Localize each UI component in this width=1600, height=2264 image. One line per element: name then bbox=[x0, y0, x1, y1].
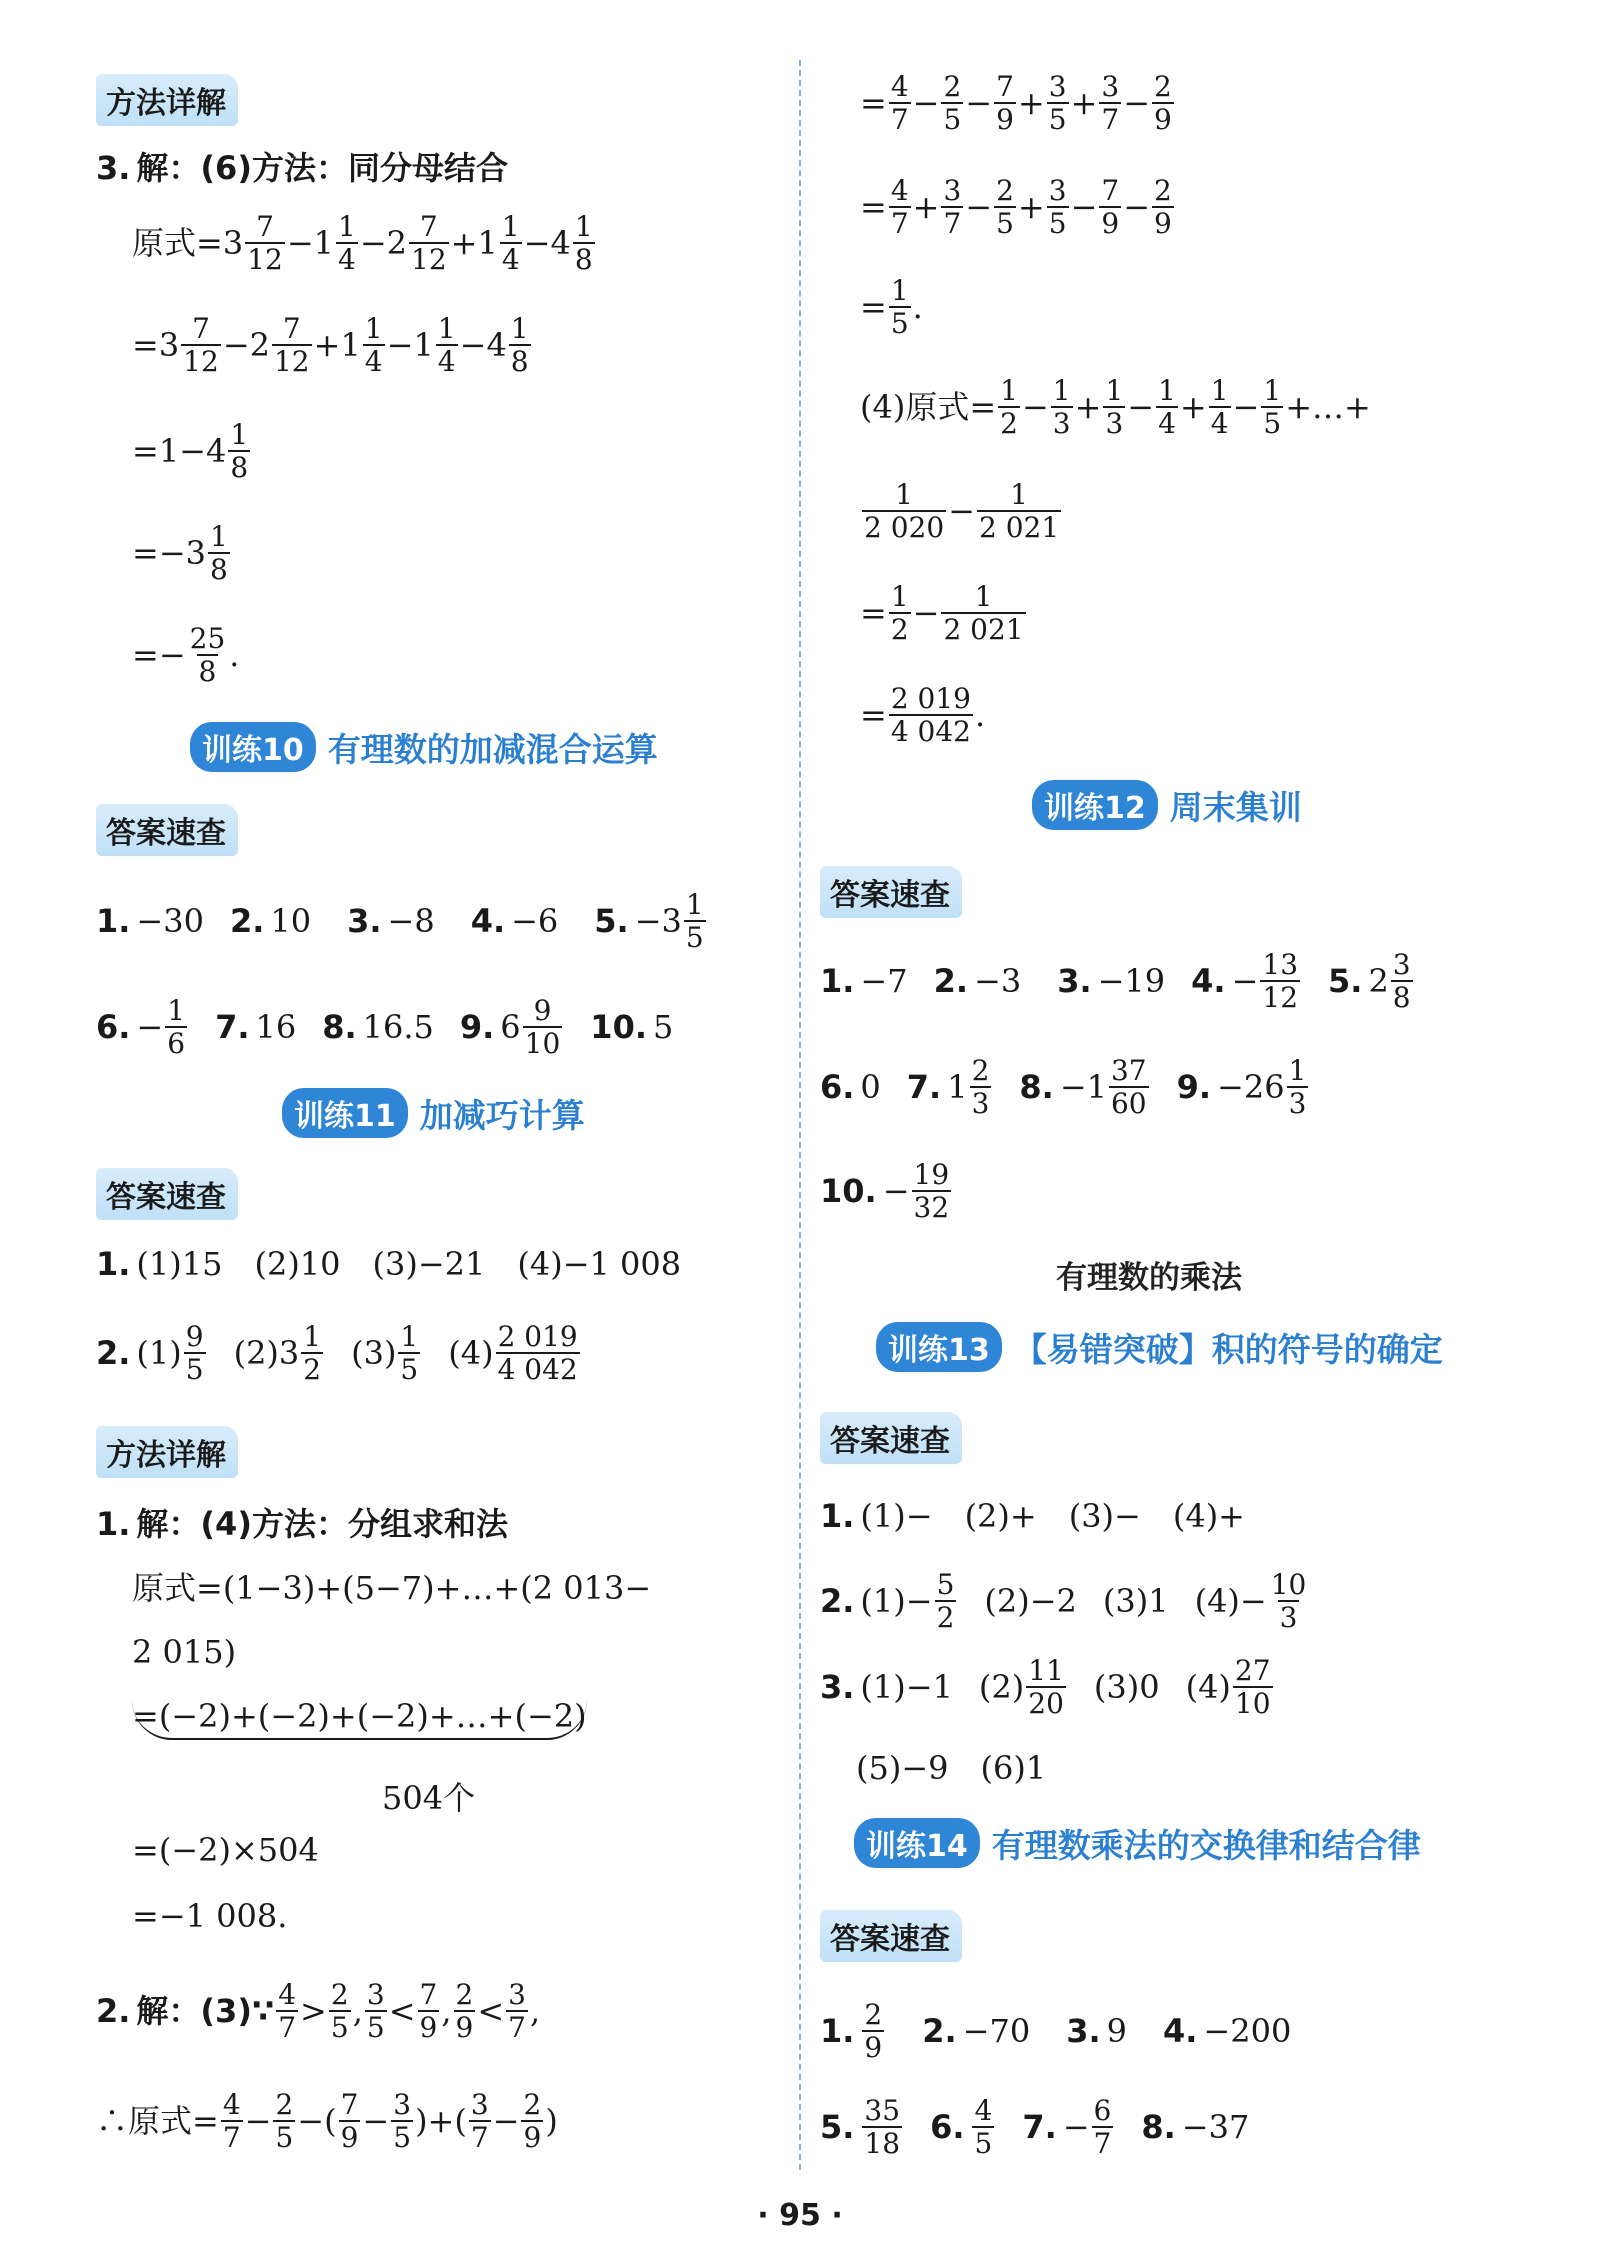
fraction: $\frac{1}{4}$ bbox=[338, 210, 356, 277]
t13-answers-row-4: (5)−9 (6)1 bbox=[856, 1749, 1047, 1787]
fraction: $\frac{19}{32}$ bbox=[913, 1158, 950, 1225]
fraction: $\frac{1}{8}$ bbox=[574, 210, 593, 277]
s1-line-5: =− $\frac{25}{8}$ . bbox=[132, 622, 240, 689]
fraction: $\frac{7}{12}$ bbox=[273, 312, 310, 379]
t12-answers-row-1: 1. −7 2. −3 3. −19 4. − $\frac{13}{12}$ 5. 2 $\frac{3}{8}$ bbox=[820, 948, 1411, 1015]
fraction: $\frac{3}{5}$ bbox=[366, 1978, 385, 2045]
answer-check-label: 答案速查 bbox=[820, 1412, 962, 1464]
training-11-pill: 训练11 bbox=[282, 1088, 408, 1138]
fraction: $\frac{1}{3}$ bbox=[1105, 374, 1124, 441]
r-line-4: (4)原式= $\frac{1}{2}$ − $\frac{1}{3}$ + $\frac{1}{3}$ − $\frac{1}{4}$ + $\frac{1}{4}$ − $\frac{1}{5}$ +…+ bbox=[860, 374, 1371, 441]
fraction: $\frac{35}{18}$ bbox=[864, 2094, 901, 2161]
fraction: $\frac{7}{12}$ bbox=[247, 210, 283, 277]
s2-title: 1. 解：(4)方法：分组求和法 bbox=[96, 1505, 508, 1543]
fraction: $\frac{7}{9}$ bbox=[419, 1978, 438, 2045]
fraction: $\frac{7}{9}$ bbox=[1101, 174, 1120, 241]
t13-answers-row-1: 1. (1)− (2)+ (3)− (4)+ bbox=[820, 1497, 1245, 1535]
fraction: $\frac{4}{7}$ bbox=[278, 1978, 297, 2045]
fraction: $\frac{3}{7}$ bbox=[470, 2088, 489, 2155]
t10-answers-row-2: 6. − $\frac{1}{6}$ 7. 16 8. 16.5 9. 6 $\frac{9}{10}$ 10. 5 bbox=[96, 994, 674, 1061]
s2-line-1: 原式=(1−3)+(5−7)+…+(2 013− bbox=[132, 1569, 652, 1607]
s2-line-4: =(−2)×504 bbox=[132, 1831, 319, 1869]
fraction: $\frac{1}{4}$ bbox=[364, 312, 383, 379]
training-12-pill: 训练12 bbox=[1032, 780, 1158, 830]
t14-answers-row-1: 1. $\frac{2}{9}$ 2. −70 3. 9 4. −200 bbox=[820, 1998, 1292, 2065]
fraction: $\frac{2}{9}$ bbox=[1154, 70, 1172, 137]
fraction: $\frac{1}{5}$ bbox=[400, 1320, 419, 1387]
fraction: $\frac{3}{7}$ bbox=[508, 1978, 526, 2045]
answer-check-label: 答案速查 bbox=[820, 1910, 962, 1962]
fraction: $\frac{1}{5}$ bbox=[1263, 374, 1282, 441]
fraction: $\frac{3}{5}$ bbox=[1048, 70, 1067, 137]
t11-answers-row-1: 1. (1)15 (2)10 (3)−21 (4)−1 008 bbox=[96, 1245, 682, 1283]
s2-line-5: =−1 008. bbox=[132, 1897, 288, 1935]
s1-line-2: =3 $\frac{7}{12}$ −2 $\frac{7}{12}$ +1 $\frac{1}{4}$ −1 $\frac{1}{4}$ −4 $\frac{1}{8}$ bbox=[132, 312, 529, 379]
training-11-heading: 训练11 加减巧计算 bbox=[282, 1088, 585, 1138]
t10-answers-row-1: 1. −30 2. 10 3. −8 4. −6 5. −3 $\frac{1}{5}$ bbox=[96, 888, 704, 955]
fraction: $\frac{1}{3}$ bbox=[1288, 1054, 1307, 1121]
column-divider bbox=[799, 60, 801, 2170]
fraction: $\frac{11}{20}$ bbox=[1028, 1654, 1064, 1721]
t13-answers-row-3: 3. (1)−1 (2) $\frac{11}{20}$ (3)0 (4) $\frac{27}{10}$ bbox=[820, 1654, 1271, 1721]
fraction: $\frac{1}{2 021}$ bbox=[943, 580, 1024, 647]
fraction: $\frac{6}{7}$ bbox=[1093, 2094, 1112, 2161]
training-10-heading: 训练10 有理数的加减混合运算 bbox=[190, 722, 658, 772]
s2-line-2: 2 015) bbox=[132, 1633, 237, 1671]
fraction: $\frac{1}{4}$ bbox=[1210, 374, 1229, 441]
t13-answers-row-2: 2. (1)− $\frac{5}{2}$ (2)−2 (3)1 (4)− $\frac{10}{3}$ bbox=[820, 1568, 1307, 1635]
fraction: $\frac{1}{4}$ bbox=[501, 210, 520, 277]
training-13-heading: 训练13 【易错突破】积的符号的确定 bbox=[876, 1322, 1443, 1372]
fraction: $\frac{2}{5}$ bbox=[943, 70, 962, 137]
fraction: $\frac{7}{12}$ bbox=[411, 210, 447, 277]
method-detail-label: 方法详解 bbox=[96, 1426, 238, 1478]
fraction: $\frac{2}{5}$ bbox=[275, 2088, 294, 2155]
fraction: $\frac{3}{8}$ bbox=[1392, 948, 1411, 1015]
page-number: · 95 · bbox=[757, 2198, 843, 2233]
fraction: $\frac{13}{12}$ bbox=[1262, 948, 1299, 1015]
s2-q2-line-2: ∴原式= $\frac{4}{7}$ − $\frac{2}{5}$ −( $\frac{7}{9}$ − $\frac{3}{5}$ )+( $\frac{3}{7}$ − $\frac{2}{9}$ ) bbox=[96, 2088, 558, 2155]
s2-brace-note: 504个 bbox=[382, 1779, 476, 1817]
s2-q2-line-1: 2. 解：(3)∵ $\frac{4}{7}$ > $\frac{2}{5}$ , $\frac{3}{5}$ < $\frac{7}{9}$ , $\frac{2}{9}$ < $\frac{3}{7}$ , bbox=[96, 1978, 541, 2045]
training-14-pill: 训练14 bbox=[854, 1818, 980, 1868]
fraction: $\frac{1}{4}$ bbox=[437, 312, 456, 379]
fraction: $\frac{1}{5}$ bbox=[685, 888, 704, 955]
training-12-heading: 训练12 周末集训 bbox=[1032, 780, 1302, 830]
chapter-heading: 有理数的乘法 bbox=[1056, 1260, 1242, 1296]
fraction: $\frac{1}{8}$ bbox=[230, 418, 249, 485]
s1-line-1: 原式=3 $\frac{7}{12}$ −1 $\frac{1}{4}$ −2 $\frac{7}{12}$ +1 $\frac{1}{4}$ −4 $\frac{1}{8}$ bbox=[132, 210, 593, 277]
t12-answers-row-3: 10. − $\frac{19}{32}$ bbox=[820, 1158, 950, 1225]
r-line-5: $\frac{1}{2 020}$ − $\frac{1}{2 021}$ bbox=[864, 478, 1060, 545]
answer-check-label: 答案速查 bbox=[96, 804, 238, 856]
fraction: $\frac{1}{5}$ bbox=[890, 274, 909, 341]
r-line-3: = $\frac{1}{5}$ . bbox=[860, 274, 923, 341]
fraction: $\frac{2}{3}$ bbox=[971, 1054, 990, 1121]
fraction: $\frac{9}{10}$ bbox=[524, 994, 561, 1061]
fraction: $\frac{2}{9}$ bbox=[864, 1998, 883, 2065]
fraction: $\frac{1}{2}$ bbox=[1000, 374, 1018, 441]
fraction: $\frac{2}{9}$ bbox=[455, 1978, 474, 2045]
training-13-pill: 训练13 bbox=[876, 1322, 1002, 1372]
s1-line-3: =1−4 $\frac{1}{8}$ bbox=[132, 418, 249, 485]
fraction: $\frac{1}{3}$ bbox=[1052, 374, 1071, 441]
fraction: $\frac{2}{9}$ bbox=[1154, 174, 1172, 241]
t12-answers-row-2: 6. 0 7. 1 $\frac{2}{3}$ 8. −1 $\frac{37}{60}$ 9. −26 $\frac{1}{3}$ bbox=[820, 1054, 1307, 1121]
fraction: $\frac{25}{8}$ bbox=[189, 622, 226, 689]
s2-line-3: =(−2)+(−2)+(−2)+…+(−2) bbox=[132, 1700, 587, 1740]
method-detail-label: 方法详解 bbox=[96, 74, 238, 126]
r-line-1: = $\frac{4}{7}$ − $\frac{2}{5}$ − $\frac{7}{9}$ + $\frac{3}{5}$ + $\frac{3}{7}$ − $\frac{2}{9}$ bbox=[860, 70, 1172, 137]
fraction: $\frac{2}{9}$ bbox=[523, 2088, 542, 2155]
fraction: $\frac{1}{2}$ bbox=[303, 1320, 322, 1387]
r-line-2: = $\frac{4}{7}$ + $\frac{3}{7}$ − $\frac{2}{5}$ + $\frac{3}{5}$ − $\frac{7}{9}$ − $\frac{2}{9}$ bbox=[860, 174, 1172, 241]
fraction: $\frac{2 019}{4 042}$ bbox=[497, 1320, 578, 1387]
t11-answers-row-2: 2. (1) $\frac{9}{5}$ (2)3 $\frac{1}{2}$ (3) $\frac{1}{5}$ (4) $\frac{2 019}{4 042}$ bbox=[96, 1320, 578, 1387]
fraction: $\frac{4}{5}$ bbox=[974, 2094, 993, 2161]
fraction: $\frac{7}{9}$ bbox=[340, 2088, 359, 2155]
fraction: $\frac{1}{2 020}$ bbox=[864, 478, 945, 545]
fraction: $\frac{1}{6}$ bbox=[167, 994, 186, 1061]
fraction: $\frac{9}{5}$ bbox=[185, 1320, 204, 1387]
s1-line-4: =−3 $\frac{1}{8}$ bbox=[132, 520, 228, 587]
fraction: $\frac{1}{4}$ bbox=[1158, 374, 1176, 441]
fraction: $\frac{7}{9}$ bbox=[996, 70, 1014, 137]
fraction: $\frac{37}{60}$ bbox=[1110, 1054, 1147, 1121]
fraction: $\frac{27}{10}$ bbox=[1234, 1654, 1271, 1721]
fraction: $\frac{3}{7}$ bbox=[1101, 70, 1120, 137]
fraction: $\frac{2 019}{4 042}$ bbox=[890, 682, 971, 749]
fraction: $\frac{2}{5}$ bbox=[996, 174, 1014, 241]
fraction: $\frac{3}{7}$ bbox=[943, 174, 962, 241]
s1-title: 3. 解：(6)方法：同分母结合 bbox=[96, 149, 508, 187]
fraction: $\frac{1}{8}$ bbox=[209, 520, 228, 587]
fraction: $\frac{1}{2 021}$ bbox=[978, 478, 1060, 545]
t14-answers-row-2: 5. $\frac{35}{18}$ 6. $\frac{4}{5}$ 7. − $\frac{6}{7}$ 8. −37 bbox=[820, 2094, 1250, 2161]
answer-check-label: 答案速查 bbox=[820, 866, 962, 918]
fraction: $\frac{1}{8}$ bbox=[510, 312, 529, 379]
training-10-pill: 训练10 bbox=[190, 722, 316, 772]
r-line-7: = $\frac{2 019}{4 042}$ . bbox=[860, 682, 986, 749]
fraction: $\frac{4}{7}$ bbox=[222, 2088, 241, 2155]
fraction: $\frac{4}{7}$ bbox=[890, 70, 909, 137]
fraction: $\frac{7}{12}$ bbox=[183, 312, 219, 379]
fraction: $\frac{2}{5}$ bbox=[330, 1978, 349, 2045]
fraction: $\frac{3}{5}$ bbox=[1048, 174, 1067, 241]
r-line-6: = $\frac{1}{2}$ − $\frac{1}{2 021}$ bbox=[860, 580, 1024, 647]
fraction: $\frac{10}{3}$ bbox=[1270, 1568, 1307, 1635]
training-14-heading: 训练14 有理数乘法的交换律和结合律 bbox=[854, 1818, 1421, 1868]
answer-check-label: 答案速查 bbox=[96, 1168, 238, 1220]
fraction: $\frac{1}{2}$ bbox=[890, 580, 909, 647]
fraction: $\frac{4}{7}$ bbox=[890, 174, 909, 241]
fraction: $\frac{5}{2}$ bbox=[936, 1568, 955, 1635]
fraction: $\frac{3}{5}$ bbox=[393, 2088, 412, 2155]
